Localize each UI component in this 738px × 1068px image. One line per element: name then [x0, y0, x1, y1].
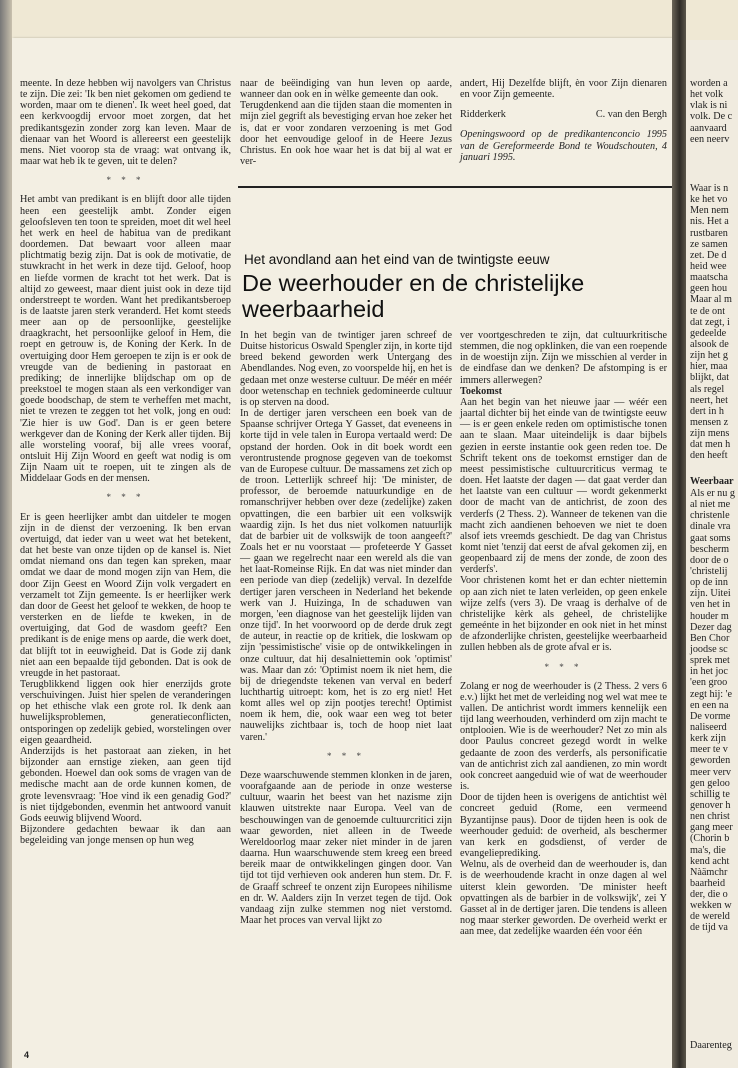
next-page-line: volk. De c	[690, 111, 733, 123]
next-page-line: vlak is ni	[690, 100, 728, 112]
next-page-line: een neerv	[690, 133, 730, 145]
section-break: * * *	[544, 661, 583, 672]
next-page-line: kend acht	[690, 855, 730, 867]
next-page-line: zijn het g	[690, 350, 728, 362]
section-break: * * *	[327, 750, 365, 761]
next-page-line: op de inn	[690, 577, 728, 589]
column-3-top	[460, 78, 667, 163]
article-kicker: Het avondland aan het eind van de twintigste eeuw	[244, 252, 550, 267]
paragraph: Terugblikkend liggen ook hier enerzijds grote verschuivingen. Juist hier spelen de veranderingen op het ethische vlak een grote rol. Ik denk aan huwelijksproblemen, generatieconflicten, ontsporingen op zedelijk gebied, worstelingen over eigen geaardheid.	[20, 678, 231, 746]
next-page-line: dat zegt, i	[690, 316, 730, 328]
next-page-line: ke het vo	[690, 194, 728, 206]
next-page-line: baarheid	[690, 877, 726, 889]
next-page-line: dat men h	[690, 439, 731, 451]
section-break: * * *	[106, 492, 145, 503]
next-page-line: te de ont	[690, 305, 726, 317]
next-page-line: dert in h	[690, 405, 724, 417]
book-gutter	[672, 0, 686, 1068]
next-page-line: gaat soms	[690, 532, 731, 544]
paragraph: Zolang er nog de weerhouder is (2 Thess. 2 vers 6 e.v.) lijkt het met de verleiding nog wel wat mee te vallen. De antichrist wordt immers kennelijk een tijd lang weerhouden, verhinderd om zijn macht te ontplooien. Wie is de weerhouder? Net zo min als door Paulus concreet gezegd wordt in welke gedaante de zoon des verderfs, als personificatie van de antichrist zich zal aandienen, zo min wordt ook concreet aangeduid wie of wat de weerhouder is.	[460, 680, 667, 793]
next-page-line: blijkt, dat	[690, 372, 730, 384]
next-page-line: der, die o	[690, 889, 728, 901]
next-page-line: houder m	[690, 610, 729, 622]
next-page-line: zijn mens	[690, 428, 730, 440]
paragraph: ver voortgeschreden te zijn, dat cultuurkritische stemmen, die nog opklinken, die van een roepende in de woestijn zijn. Zijn we misschien al verder in de eindfase dan we denken? De afstomping is er immers allerwegen?	[460, 330, 667, 386]
next-page-line: door de o	[690, 554, 729, 566]
magazine-page	[12, 38, 672, 1068]
next-page-line: zegt hij: 'e	[690, 688, 733, 700]
paragraph: In de dertiger jaren verscheen een boek van de Spaanse schrijver Ortega Y Gasset, dat eveneens in korte tijd in vele talen in Europa vertaald werd: De opstand der horden. Ook in dit boek wordt een verontrustende prognose gegeven van de toekomst van de Europese cultuur. De massamens zet zich op de troon. Letterlijk schreef hij: 'De minister, de professor, de beroemde natuurkundige en de romanschrijver hebben over deze (zedelijke) zaken opvattingen, die een barbier uit een volkswijk waardig zijn. Is het dus niet volkomen natuurlijk dat de barbier uit de volkswijk de toon aangeeft?' Zoals het er nu voorstaat — profeteerde Y Gasset — gaan we regelrecht naar een wereld als die van het laat-Romeinse Rijk. En dat was niet minder dan een periode van diep (zedelijk) verval. In dezelfde dertiger jaren verscheen in Nederland het bekende werk van J. Huizinga, In de schaduwen van morgen, 'een diagnose van het geestelijk lijden van onze tijd'. In het voorwoord op de derde druk zegt de auteur, in reactie op de kritiek, die loskwam op zijn 'pessimistische' visie op de ontwikkelingen in onze cultuur, dat hij desalniettemin ook 'optimist' was. Maar dan zó: 'Optimist noem ik niet hem, die bij de driegendste tekenen van verval en bederf luchthartig uitroept: kom, het is zo erg niet! Het komt alles wel op zijn pootjes terecht! Optimist noem ik hem, die, ook waar een weg tot beter nauwelijks zichtbaar is, toch de hoop niet laat varen.'	[240, 408, 452, 743]
next-page-line: Dezer dag	[690, 621, 732, 633]
next-page-line: 'christelij	[690, 565, 728, 577]
next-page-line: mensen z	[690, 416, 729, 428]
next-page-line: rustbaren	[690, 227, 728, 239]
author: C. van den Bergh	[595, 109, 667, 121]
place: Ridderkerk	[460, 109, 506, 121]
next-page-line: Maar al m	[690, 294, 732, 306]
signature-line	[460, 109, 667, 120]
next-page-line: ven het in	[690, 599, 731, 611]
next-page-fragment-low	[690, 488, 735, 934]
next-page-line: worden a	[690, 78, 728, 89]
next-page-line: heid wee	[690, 260, 727, 272]
next-page-line: De vorme	[690, 710, 731, 722]
next-page-line: het volk	[690, 89, 724, 101]
page-number: 4	[24, 1050, 30, 1060]
next-page-line: nen christ	[690, 811, 730, 823]
column-2-article	[240, 330, 452, 926]
next-page-line: Als er nu g	[690, 488, 735, 499]
next-page-line: de wereld	[690, 911, 730, 923]
next-page-line: naliseerd	[690, 721, 727, 733]
paragraph: Anderzijds is het pastoraat aan zieken, in het bijzonder aan ernstige zieken, aan geen tijd gebonden. Hoewel dan ook soms de vragen van de medische macht aan de orde kunnen komen, de grote levensvraag: 'Hoe vind ik een genadig God?' is niet tijdgebonden, evenmin het antwoord vanuit Gods eeuwig blijvend Woord.	[20, 745, 231, 824]
next-page-line: bescherm	[690, 543, 730, 555]
next-page-line: ze samen	[690, 238, 728, 250]
next-page-line: kerk zijn	[690, 733, 726, 745]
next-page-line: (Chorin b	[690, 833, 730, 845]
column-3-article	[460, 330, 667, 937]
next-page-line: gen geloo	[690, 777, 730, 789]
paragraph: Voor christenen komt het er dan echter niettemin op aan zich niet te laten verleiden, op geen enkele wijze zelfs (vers 3). De vraag is derhalve of de christelijke kèrk als geheel, de christelijke gemeénte in het bijzonder en ook niet in het minst de afzonderlijke christen, geestelijke weerbaarheid zullen hebben als de grote afval er is.	[460, 575, 667, 654]
next-page-line: zijn. Uitei	[690, 588, 731, 600]
next-page-line: als regel	[690, 383, 725, 395]
next-page-line: gedeelde	[690, 327, 727, 339]
next-page-line: schillig te	[690, 788, 730, 800]
next-page-fragment-mid	[690, 183, 732, 462]
next-page-line: Waar is n	[690, 183, 729, 194]
next-page-line: wekken w	[690, 900, 732, 912]
paragraph: andert, Hij Dezelfde blijft, èn voor Zijn dienaren en voor Zijn gemeente.	[460, 78, 667, 101]
paragraph: Deze waarschuwende stemmen klonken in de jaren, voorafgaande aan de periode in onze westerse cultuur, waarin het beest van het nazisme zijn klauwen uitstrekte naar Europa. Veel van de beschouwingen van de genoemde cultuurcritici zijn waar geworden, niet alleen in de Tweede Wereldoorlog maar zeker niet minder in de jaren daarna. Hun waarschuwende stem kreeg een breed bereik maar de ontwikkelingen gingen door. Van tijd tot tijd verhieven ook anderen hun stem. Dr. F. de Graaff schreef te onzent zijn Europees nihilisme en dr. W. Aalders zijn In verzet tegen de tijd. Ook vandaag zijn zulke stemmen nog niet verstomd. Maar het proces van verval lijkt zo	[240, 769, 452, 926]
paragraph: Het ambt van predikant is en blijft door alle tijden heen een geestelijk ambt. Zonder eigen geloofsleven ten toon te spreiden, moet dit wel heel het werk en heel de habitua van de predikant doordemen. Dat bewaart voor alleen maar plichtmatig bezig zijn. Dat is ook de motivatie, de stuwkracht in het werk in deze tijd. Geloof, hoop en liefde vormen de kracht tot het werk. Dat is altijd zo geweest, maar dient juist ook in deze tijd onderstreept te worden. Want het predikantsberoep is de laatste jaren sterk veranderd. Het komt steeds meer aan op de persoonlijke, geestelijke draagkracht, het persoonlijke geloof in Hem, die roept en getrouw is, de Koning der Kerk. In de overtuiging door Hem geroepen te zijn is er ook de vreugde van de bediening in pastoraat en prediking; de innerlijke blijdschap om op de preekstoel te mogen staan als een verkondiger van goede boodschap, de stem te verheffen met macht, niet te vrezen te zeggen tot het volk, jong en oud: 'Zie hier is uw God'. Dan is er geen betere werkgever dan de Koning der Kerk aller tijden. Bij alle worsteling vooraf, bij alle vrees vooraf, ontsluit Hij Zijn Woord en geeft wat nodig is om Zijn Naam uit te roepen, uit te zingen als de Middelaar Gods en der mensen.	[20, 194, 231, 485]
section-break: * * *	[106, 175, 145, 186]
paragraph: In het begin van de twintiger jaren schreef de Duitse historicus Oswald Spengler zijn, in korte tijd breed bekend geworden werk Untergang des Abendlandes. Nog even, zo voorspelde hij, en het is gedaan met onze westerse cultuur. De méér en méér door wetenschap en techniek gedomineerde cultuur is op sterven na dood.	[240, 330, 452, 408]
next-page-line: neert, het	[690, 394, 728, 406]
next-page-line: gang meer	[690, 822, 733, 834]
next-page-line: in het joc	[690, 666, 728, 678]
next-page-line: maatscha	[690, 272, 728, 284]
paragraph: Door de tijden heen is overigens de antichtist wèl concreet geduid (Rome, een vermeend Byzantijnse paus). Door de tijden heen is ook de weerhouder geduid: de overheid, als beschermer van kerk en godsdienst, of verder de evangelieprediking.	[460, 792, 667, 860]
next-page-line: geworden	[690, 755, 731, 767]
next-page-line: hier, maa	[690, 361, 728, 373]
next-page-line: den heeft	[690, 450, 728, 462]
column-2-top	[240, 78, 452, 167]
paragraph: Bijzondere gedachten bewaar ik dan aan begeleiding van jonge mensen op hun weg	[20, 824, 231, 847]
next-page-line: geen hou	[690, 283, 728, 295]
next-page-line: nis. Het a	[690, 216, 729, 228]
paragraph: Terugdenkend aan die tijden staan die momenten in mijn ziel gegrift als bevestiging ervan hoe zeker het is, dat er voor zondaren verzoening is met God door het eenvoudige geloof in de Heere Jezus Christus. En ook hoe waar het is dat bij al wat er ver-	[240, 100, 452, 168]
next-page-line: sprek met	[690, 655, 730, 667]
next-page-line: christenle	[690, 510, 730, 522]
next-page-line: al niet me	[690, 499, 731, 511]
next-page-subhead: Weerbaar	[690, 476, 734, 487]
next-page-line: Men nem	[690, 205, 729, 217]
column-1	[20, 78, 231, 846]
next-page-fragment-bottom: Daarenteg	[690, 1040, 732, 1051]
divider-rule	[238, 186, 672, 188]
next-page-edge	[686, 40, 738, 1068]
next-page-line: alsook de	[690, 338, 729, 350]
subheading: Toekomst	[460, 385, 503, 397]
next-page-line: meer verv	[690, 766, 732, 778]
paragraph: Aan het begin van het nieuwe jaar — wéér een jaartal dichter bij het einde van de twintigste eeuw — is er geen enkele reden om optimistische tonen aan te slaan. Maar uiteindelijk is daar bijbels gezien in eerste instantie ook geen reden toe. De Schrift tekent ons de toekomst ernstiger dan de meest pessimistische cultuurcriticus vermag te doen. Het laatste der dagen — dat gaat verder dan het laatste van een cultuur — wordt gekenmerkt door de macht van de antichrist, de zoon des verderfs (2 Thess. 2). Wanneer de tekenen van die macht zich aandienen behoeven we niet te doen alsof iets vreemds geschiedt. De dag van Christus komt niet 'tenzij dat eerst de afval gekomen zij, en geopenbaard zij de mens der zonde, de zoon des verderfs'.	[460, 396, 667, 576]
left-edge-shadow	[0, 0, 12, 1068]
paragraph: Er is geen heerlijker ambt dan uitdeler te mogen zijn in de dienst der verzoening. Ik ben ervan overtuigd, dat ieder van u weet wat het betekent, dat het beste van onze tijden op de kansel is. Niet omdat niemand ons dan tegen kan spreken, maar omdat we daar de mond mogen zijn van Hem, die door Zijn Geest en Woord Zijn volk vergadert en verzamelt tot Zijn gemeente. Is er heerlijker werk dan door de Geest het geloof te wekken, de hoop te versterken en de liefde te kweken, in de overtuiging, dat God de wasdom geeft? Een predikant is de enige mens op aarde, die werk doet, dat blijft tot in eeuwigheid. Dat is Gode zij dank niet aan een bepaalde tijd gebonden. Dat is ook de vreugde in het pastoraat.	[20, 511, 231, 679]
next-page-line: Nàämchr	[690, 866, 728, 878]
paragraph: Welnu, als de overheid dan de weerhouder is, dan is de weerhoudende kracht in onze dagen al wel uiterst klein geworden. 'De minister heeft opvattingen als de barbier in de volkswijk', zei Y Gasset al in de dertiger jaren. Die tendens is alleen nog maar sterker geworden. De overheid werkt er aan mee, dat zedelijke waarden één voor één	[460, 859, 667, 938]
next-page-line: 'een groo	[690, 677, 728, 689]
next-page-line: dinale vra	[690, 521, 731, 533]
source-note: Openingswoord op de predikantenconcio 1995 van de Gereformeerde Bond te Woudschouten, 4 januari 1995.	[460, 129, 667, 163]
article-headline: De weerhouder en de christelijke weerbaarheid	[242, 270, 585, 322]
next-page-line: genover h	[690, 799, 731, 811]
next-page-line: joodse sc	[690, 643, 728, 655]
next-page-fragment-top	[690, 78, 732, 145]
next-page-line: aanvaard	[690, 122, 727, 134]
paragraph: meente. In deze hebben wij navolgers van Christus te zijn. Die zei: 'Ik ben niet gekomen om gediend te worden, maar om te dienen'. Ik weet heel goed, dat een kerkvoogdij ervoor moet zorgen, dat het predikantsgezin zonder zorg kan leven. Maar de dienaar van het Woord is allereerst een geestelijk mens. Niet voorop sta de vraag: wat ontvang ik, maar wat heb ik te geven, uit te delen?	[20, 78, 231, 168]
next-page-line: zet. De d	[690, 249, 727, 261]
next-page-line: en een na	[690, 699, 729, 711]
next-page-line: ma's, die	[690, 844, 726, 856]
next-page-line: de tijd va	[690, 922, 728, 934]
next-page-line: Ben Chor	[690, 632, 730, 644]
paragraph: naar de beëindiging van hun leven op aarde, wanneer dan ook en in wèlke gemeente dan ook.	[240, 78, 452, 101]
next-page-line: meer te v	[690, 744, 728, 756]
